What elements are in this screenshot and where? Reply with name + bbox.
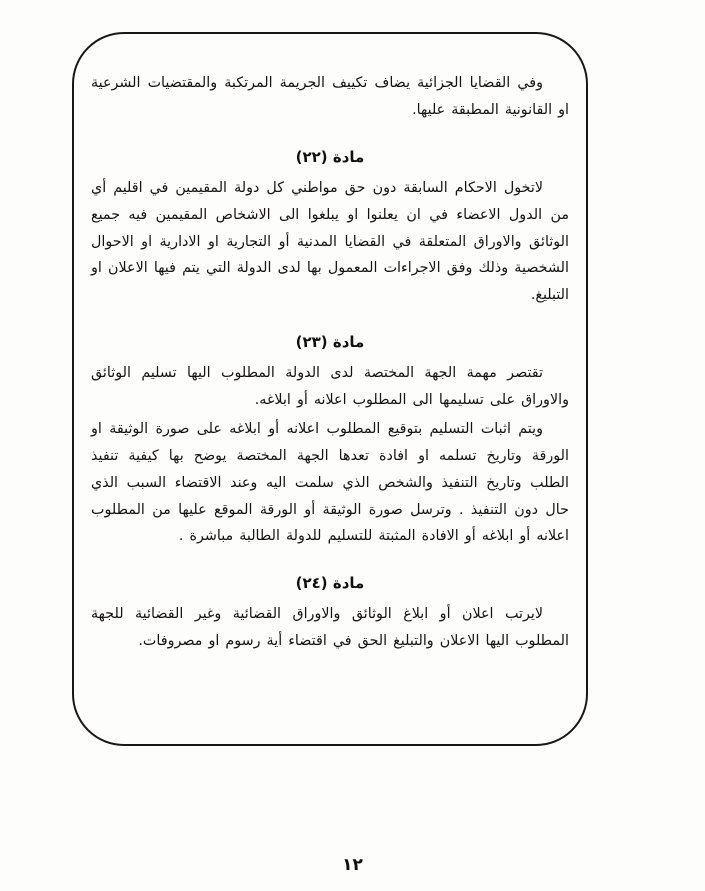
article-23-paragraph-2: ويتم اثبات التسليم بتوقيع المطلوب اعلانه أو ابلاغه على صورة الوثيقة او الورقة وتاريخ تسلمه او افادة تعدها الجهة المختصة يوضح بها كيفية تنفيذ الطلب وتاريخ التنفيذ والشخص الذي سلمت اليه وعند الاقتضاء السبب الذي حال دون التنفيذ . وترسل صورة الوثيقة أو الورقة الموقع عليها من المطلوب اعلانه أو ابلاغه أو الافادة المثبتة للتسليم للدولة الطالبة مباشرة . (91, 420, 569, 545)
intro-paragraph: وفي القضايا الجزائية يضاف تكييف الجريمة المرتكبة والمقتضيات الشرعية او القانونية المطبقة عليها. (91, 75, 569, 118)
page-number: ١٢ (342, 855, 363, 875)
article-24-paragraph: لايرتب اعلان أو ابلاغ الوثائق والاوراق القضائية وغير القضائية للجهة المطلوب اليها الاعلان والتبليغ الحق في اقتضاء أية رسوم او مصروفات. (91, 606, 569, 650)
article-23-paragraph-1: تقتصر مهمة الجهة المختصة لدى الدولة المطلوب اليها تسليم الوثائق والاوراق على تسليمها الى المطلوب اعلانه أو ابلاغه. (91, 365, 569, 408)
article-22-paragraph: لاتخول الاحكام السابقة دون حق مواطني كل دولة المقيمين في اقليم أي من الدول الاعضاء في ان يعلنوا او يبلغوا الى الاشخاص المقيمين فيه جميع الوثائق والاوراق المتعلقة في القضايا المدنية أو التجارية او الادارية او الاحوال الشخصية وذلك وفق الاجراءات المعمول بها لدى الدولة التي يتم فيها الاعلان او التبليغ. (91, 179, 569, 304)
page-border-frame (72, 32, 588, 746)
article-22-heading: مادة (٢٢) (295, 147, 365, 166)
article-24-heading: مادة (٢٤) (295, 574, 365, 593)
article-23-heading: مادة (٢٣) (295, 333, 365, 352)
